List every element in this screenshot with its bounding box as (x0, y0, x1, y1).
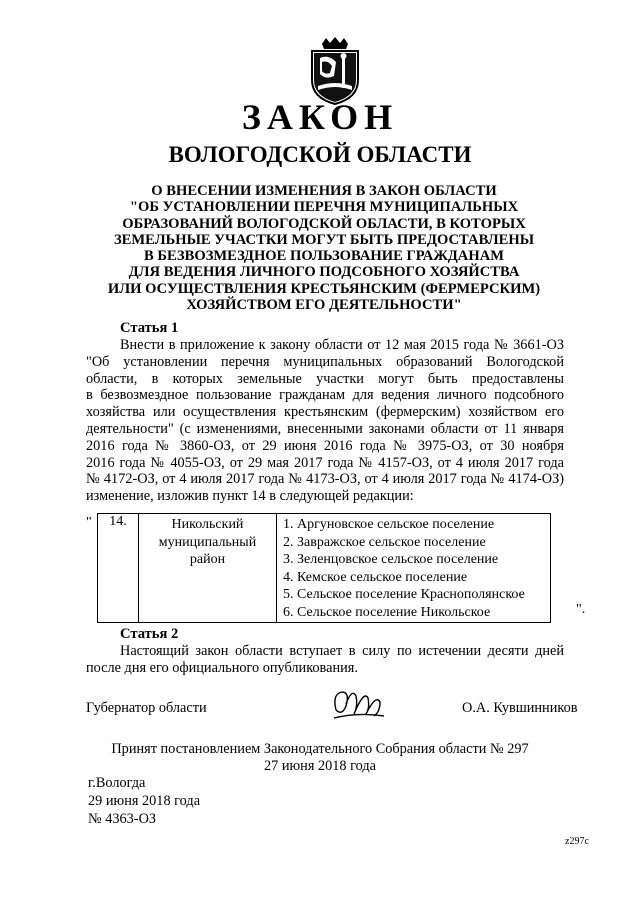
signature-icon (328, 684, 388, 729)
settlement-item: 4. Кемское сельское поселение (283, 569, 468, 585)
subtitle-line: ИЛИ ОСУЩЕСТВЛЕНИЯ КРЕСТЬЯНСКИМ (ФЕРМЕРСКИМ) (107, 280, 541, 297)
district-line: муниципальный (158, 534, 257, 550)
article1-line: в безвозмездное пользование гражданам для ведения личного подсобного (86, 387, 564, 404)
table-cell-district (139, 514, 277, 623)
document-title: ЗАКОН (241, 97, 399, 137)
article1-line: Внести в приложение к закону области от 12 мая 2015 года № 3661-ОЗ (120, 337, 564, 353)
settlement-item: 2. Завражское сельское поселение (283, 534, 486, 550)
article1-line: деятельности" (с изменениями, внесенными законами области от 11 января (86, 420, 564, 437)
signatory-position: Губернатор области (86, 700, 207, 716)
document-region: ВОЛОГОДСКОЙ ОБЛАСТИ (168, 142, 472, 167)
footer-city: г.Вологда (88, 775, 146, 791)
document-code: z297c (565, 836, 589, 847)
subtitle-line: О ВНЕСЕНИИ ИЗМЕНЕНИЯ В ЗАКОН ОБЛАСТИ (151, 183, 497, 199)
article1-text (86, 337, 564, 505)
settlement-item: 6. Сельское поселение Никольское (283, 604, 491, 620)
table-close-quote: ". (576, 602, 586, 617)
article1-line: области, в которых земельные участки могут быть предоставлены (86, 370, 564, 387)
district-line: Никольский (171, 517, 244, 532)
table-cell-settlements (277, 514, 551, 623)
table-cell-number: 14. (98, 514, 139, 623)
footer-date: 29 июня 2018 года (88, 793, 201, 809)
subtitle-line: ХОЗЯЙСТВОМ ЕГО ДЕЯТЕЛЬНОСТИ" (186, 297, 462, 314)
article1-line: № 4172-ОЗ, от 4 июля 2017 года № 4173-ОЗ, от 4 июля 2017 года № 4174-ОЗ) (86, 471, 564, 488)
article1-line: изменение, изложив пункт 14 в следующей редакции: (86, 488, 414, 505)
article1-line: 2016 года № 4055-ОЗ, от 29 мая 2017 года № 4157-ОЗ, от 4 июля 2017 года (86, 454, 564, 471)
adoption-line: Принят постановлением Законодательного Собрания области № 297 (111, 741, 529, 757)
district-line: район (189, 552, 226, 567)
article2-line: Настоящий закон области вступает в силу по истечении десяти дней (120, 643, 564, 659)
table-open-quote: " (86, 515, 92, 530)
article2-line: после дня его официального опубликования. (86, 659, 358, 676)
article2-heading: Статья 2 (120, 626, 179, 642)
settlement-item: 1. Аргуновское сельское поселение (283, 517, 495, 532)
article2-text (86, 643, 564, 677)
subtitle-line: ЗЕМЕЛЬНЫЕ УЧАСТКИ МОГУТ БЫТЬ ПРЕДОСТАВЛЕНЫ (113, 231, 535, 248)
subtitle-line: ДЛЯ ВЕДЕНИЯ ЛИЧНОГО ПОДСОБНОГО ХОЗЯЙСТВА (128, 264, 520, 281)
subtitle-line: "ОБ УСТАНОВЛЕНИИ ПЕРЕЧНЯ МУНИЦИПАЛЬНЫХ (129, 199, 519, 216)
settlements-table (97, 513, 551, 623)
article1-line: 2016 года № 3860-ОЗ, от 29 июня 2016 года № 3975-ОЗ, от 30 ноября (86, 437, 564, 454)
settlement-item: 3. Зеленцовское сельское поселение (283, 552, 499, 568)
article1-line: хозяйства или осуществления крестьянским (фермерским) хозяйством его (86, 404, 564, 421)
subtitle-line: В БЕЗВОЗМЕЗДНОЕ ПОЛЬЗОВАНИЕ ГРАЖДАНАМ (143, 248, 505, 265)
signatory-name: О.А. Кувшинников (462, 700, 578, 716)
settlement-item: 5. Сельское поселение Краснополянское (283, 587, 525, 603)
article1-line: "Об установлении перечня муниципальных образований Вологодской (86, 353, 564, 370)
footer-law-number: № 4363-ОЗ (88, 811, 157, 827)
document-subtitle (90, 183, 558, 313)
table-row (98, 514, 551, 623)
subtitle-line: ОБРАЗОВАНИЙ ВОЛОГОДСКОЙ ОБЛАСТИ, В КОТОРЫХ (122, 215, 526, 232)
article1-heading: Статья 1 (120, 320, 179, 336)
adoption-date: 27 июня 2018 года (263, 758, 377, 774)
